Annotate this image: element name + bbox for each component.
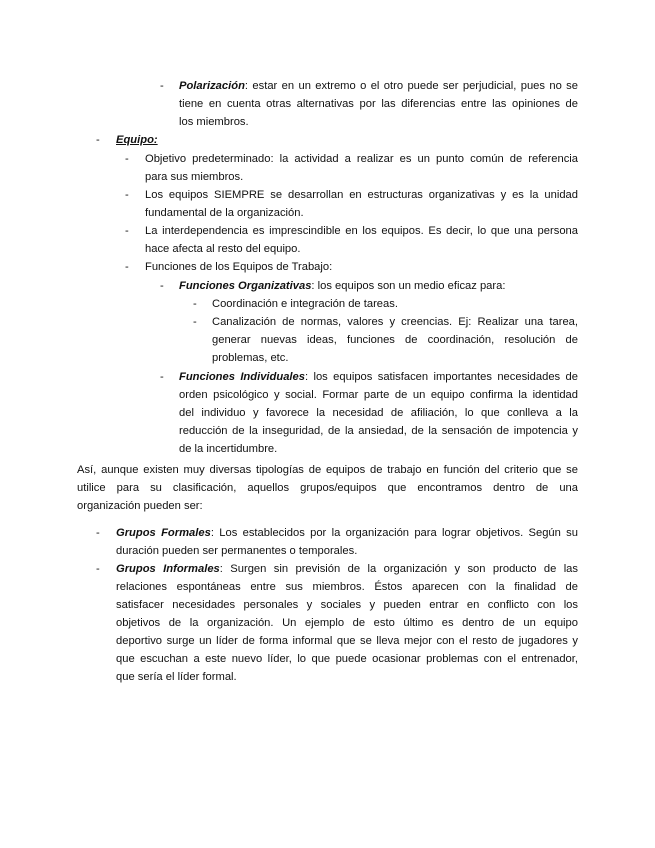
- equipo-item-2-line-2: fundamental de la organización.: [145, 207, 304, 219]
- funciones-individuales-line-3: del individuo y favorece la necesidad de afiliación, lo que conlleva a la: [179, 407, 578, 419]
- grupos-informales-line-5: deportivo surge un líder de forma informal que se lleva mejor con el resto de jugadores y: [116, 635, 578, 647]
- grupos-formales-line-1: Grupos Formales: Los establecidos por la organización para lograr objetivos. Según su: [116, 527, 578, 539]
- bullet-dash: -: [125, 189, 129, 201]
- equipo-item-4-line-1: Funciones de los Equipos de Trabajo:: [145, 261, 333, 273]
- polarizacion-line-1: Polarización: estar en un extremo o el otro puede ser perjudicial, pues no se: [179, 80, 578, 92]
- equipo-item-3-line-2: hace afecta al resto del equipo.: [145, 243, 301, 255]
- funciones-individuales-line-5: de la incertidumbre.: [179, 443, 278, 455]
- grupos-formales-term: Grupos Formales: [116, 527, 211, 539]
- organizativas-subitem-2-line-1: Canalización de normas, valores y creencias. Ej: Realizar una tarea,: [212, 316, 578, 328]
- polarizacion-line-2: tiene en cuenta otras alternativas por las diferencias entre las opiniones de: [179, 98, 578, 110]
- bullet-dash: -: [160, 371, 164, 383]
- equipo-item-2-line-1: Los equipos SIEMPRE se desarrollan en estructuras organizativas y es la unidad: [145, 189, 578, 201]
- paragraph-line-1: Así, aunque existen muy diversas tipologías de equipos de trabajo en función del criterio que se: [77, 464, 578, 476]
- bullet-dash: -: [125, 153, 129, 165]
- equipo-item-3-line-1: La interdependencia es imprescindible en los equipos. Es decir, lo que una persona: [145, 225, 578, 237]
- bullet-dash: -: [125, 225, 129, 237]
- bullet-dash: -: [125, 261, 129, 273]
- grupos-informales-line-3: satisfacer necesidades personales y sociales y pueden entrar en conflicto con los: [116, 599, 578, 611]
- equipo-item-1-line-1: Objetivo predeterminado: la actividad a realizar es un punto común de referencia: [145, 153, 578, 165]
- organizativas-subitem-1: Coordinación e integración de tareas.: [212, 298, 398, 310]
- paragraph-line-2: utilice para su clasificación, aquellos grupos/equipos que encontramos dentro de una: [77, 482, 578, 494]
- bullet-dash: -: [160, 280, 164, 292]
- polarizacion-term: Polarización: [179, 80, 245, 92]
- bullet-dash: -: [96, 134, 100, 146]
- funciones-individuales-line-1: Funciones Individuales: los equipos satisfacen importantes necesidades de: [179, 371, 578, 383]
- bullet-dash: -: [160, 80, 164, 92]
- grupos-informales-line-1: Grupos Informales: Surgen sin previsión de la organización y son producto de las: [116, 563, 578, 575]
- bullet-dash: -: [96, 563, 100, 575]
- polarizacion-line-3: los miembros.: [179, 116, 249, 128]
- funciones-individuales-term: Funciones Individuales: [179, 371, 305, 383]
- grupos-informales-line-7: que sería el líder formal.: [116, 671, 237, 683]
- bullet-dash: -: [96, 527, 100, 539]
- grupos-informales-line-6: que escuchan a este nuevo líder, lo que puede ocasionar problemas con el entrenador,: [116, 653, 578, 665]
- funciones-individuales-line-2: orden psicológico y social. Formar parte de un equipo confirma la identidad: [179, 389, 578, 401]
- grupos-informales-term: Grupos Informales: [116, 563, 220, 575]
- funciones-organizativas-term: Funciones Organizativas: [179, 280, 312, 292]
- paragraph-line-3: organización pueden ser:: [77, 500, 203, 512]
- grupos-informales-line-4: objetivos de la organización. Un ejemplo de esto último es dentro de un equipo: [116, 617, 578, 629]
- equipo-heading: Equipo:: [116, 134, 158, 146]
- funciones-organizativas-line: Funciones Organizativas: los equipos son un medio eficaz para:: [179, 280, 506, 292]
- equipo-item-1-line-2: para sus miembros.: [145, 171, 244, 183]
- bullet-dash: -: [193, 298, 197, 310]
- organizativas-subitem-2-line-3: problemas, etc.: [212, 352, 289, 364]
- organizativas-subitem-2-line-2: generar nuevas ideas, funciones de coordinación, resolución de: [212, 334, 578, 346]
- grupos-formales-line-2: duración pueden ser permanentes o temporales.: [116, 545, 358, 557]
- funciones-individuales-line-4: reducción de la inseguridad, de la ansiedad, de la sensación de impotencia y: [179, 425, 578, 437]
- grupos-informales-line-2: relaciones espontáneas entre sus miembros. Éstos aparecen con la finalidad de: [116, 581, 578, 593]
- bullet-dash: -: [193, 316, 197, 328]
